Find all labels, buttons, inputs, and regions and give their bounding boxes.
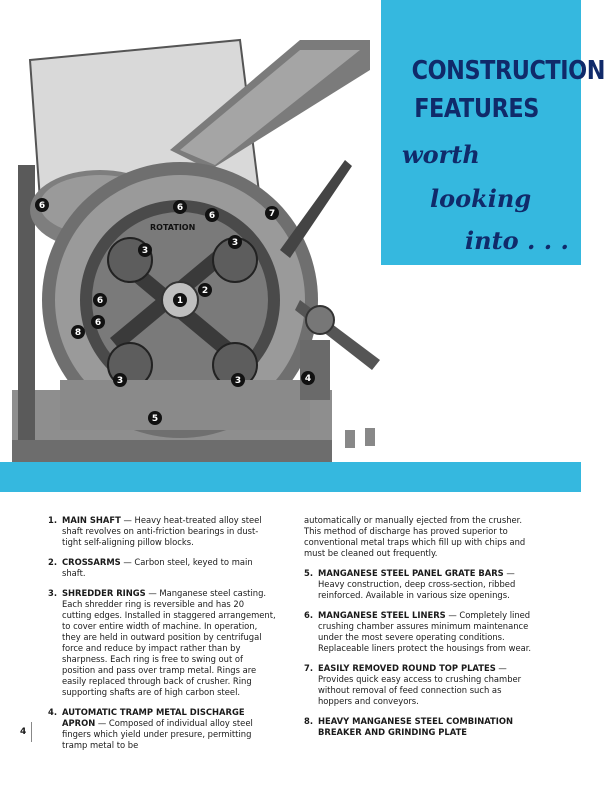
tagline-word-2: looking — [430, 184, 532, 213]
feature-text: — Heavy heat-treated alloy steel shaft revolves on anti-friction bearings in dust-tight self-aligning pillow blocks. — [62, 515, 262, 547]
callout-5: 5 — [151, 414, 159, 424]
divider-band — [0, 462, 581, 492]
feature-heading: SHREDDER RINGS — [62, 588, 146, 598]
feature-text: — Carbon steel, keyed to main shaft. — [62, 557, 253, 578]
feature-text: — Provides quick easy access to crushing chamber without removal of feed connection such as hoppers and conveyors. — [318, 663, 522, 706]
callout-6b: 6 — [208, 211, 216, 221]
page-title — [385, 52, 605, 128]
feature-number: 5. — [304, 568, 314, 578]
feature-item — [48, 515, 276, 548]
page-number: 4 — [20, 727, 27, 737]
feature-item — [48, 557, 276, 579]
tagline-word-3: into . . . — [465, 226, 569, 255]
callout-3d: 3 — [141, 246, 149, 256]
callout-3a: 3 — [231, 238, 239, 248]
feature-heading: MAIN SHAFT — [62, 515, 121, 525]
feature-item — [304, 610, 536, 654]
feature-heading: HEAVY MANGANESE STEEL COMBINATION BREAKER AND GRINDING PLATE — [318, 716, 514, 737]
callout-1: 1 — [176, 296, 184, 306]
callout-3b: 3 — [116, 376, 124, 386]
crusher-cutaway-illustration — [0, 0, 381, 500]
feature-heading: EASILY REMOVED ROUND TOP PLATES — [318, 663, 496, 673]
feature-text: — Composed of individual alloy steel fingers which yield under presure, permitting tramp metal to be — [62, 718, 253, 750]
features-column-left — [48, 515, 276, 760]
feature-continuation: automatically or manually ejected from the crusher. This method of discharge has proved superior to conventional metal traps which fill up with chips and must be cleaned out frequently. — [304, 515, 526, 558]
callout-2: 2 — [201, 286, 209, 296]
feature-number: 8. — [304, 716, 314, 726]
feature-number: 2. — [48, 557, 58, 567]
feature-text: — Completely lined crushing chamber assures minimum maintenance under the most severe operating conditions. Replaceable liners protect the housings from wear. — [318, 610, 532, 653]
callout-7: 7 — [268, 209, 276, 219]
callout-6d: 6 — [94, 318, 102, 328]
feature-text: — Manganese steel casting. Each shredder ring is reversible and has 20 cutting edges. Installed in staggered arrangement, to cover entire width of machine. In operation, they are held in outward position by centrifugal force and reduce by impact rather than by sharpness. Each ring is free to swing out of position and pass over tramp metal. Rings are easily replaced through back of crusher. Ring supporting shafts are of high carbon steel. — [62, 588, 276, 697]
feature-number: 1. — [48, 515, 58, 525]
title-line-1: CONSTRUCTION — [411, 56, 605, 86]
feature-number: 4. — [48, 707, 58, 717]
feature-item — [304, 716, 536, 738]
page-number-rule — [31, 722, 32, 742]
feature-number: 6. — [304, 610, 314, 620]
callout-8: 8 — [74, 328, 82, 338]
rotation-label: ROTATION — [150, 223, 196, 232]
feature-number: 7. — [304, 663, 314, 673]
feature-number: 3. — [48, 588, 58, 598]
feature-heading: AUTOMATIC TRAMP METAL DISCHARGE APRON — [62, 707, 245, 728]
feature-heading: MANGANESE STEEL PANEL GRATE BARS — [318, 568, 504, 578]
feature-item — [304, 568, 536, 601]
callout-6e: 6 — [38, 201, 46, 211]
callout-6c: 6 — [96, 296, 104, 306]
title-line-2: FEATURES — [414, 94, 539, 124]
tagline-word-1: worth — [402, 140, 480, 169]
callout-6a: 6 — [176, 203, 184, 213]
callout-3c: 3 — [234, 376, 242, 386]
features-column-right — [304, 515, 536, 747]
feature-item — [48, 707, 276, 751]
feature-item — [48, 588, 276, 698]
feature-heading: CROSSARMS — [62, 557, 121, 567]
feature-item — [304, 663, 536, 707]
feature-heading: MANGANESE STEEL LINERS — [318, 610, 446, 620]
callout-4: 4 — [304, 374, 312, 384]
feature-text: — Heavy construction, deep cross-section, ribbed reinforced. Available in various size openings. — [318, 568, 516, 600]
